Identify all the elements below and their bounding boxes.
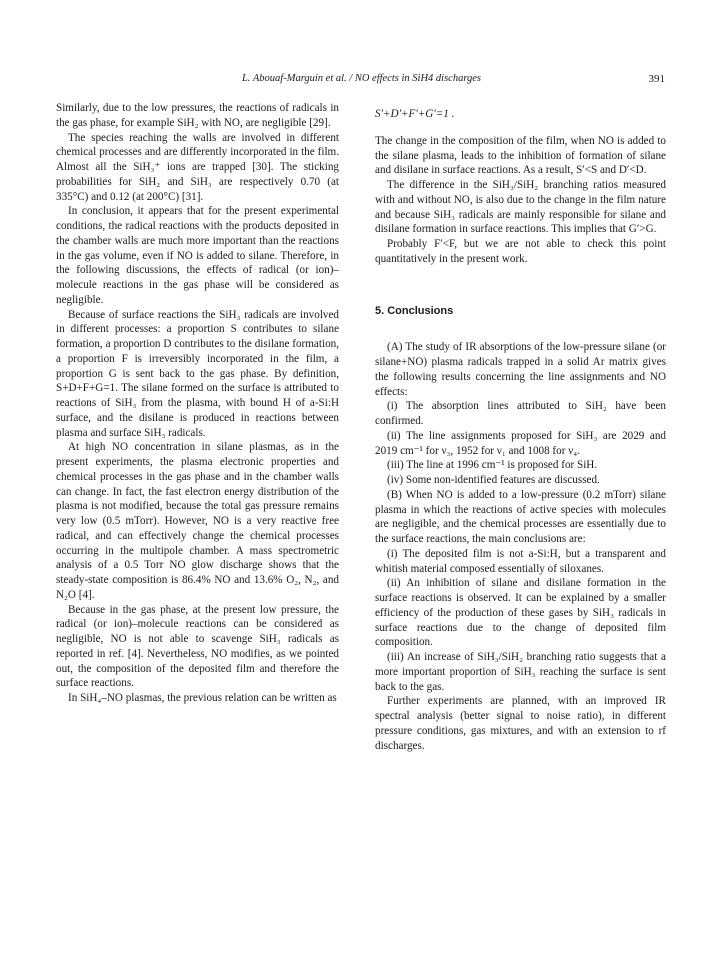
list-item: (iii) An increase of SiH₃/SiH₂ branching ratio suggests that a more important proportion of SiH₃ reaching the surface is sent back to the gas.: [375, 651, 666, 693]
running-title: L. Abouaf-Marguin et al. / NO effects in SiH4 discharges: [241, 73, 482, 84]
paragraph: In SiH₄–NO plasmas, the previous relation can be written as: [68, 692, 337, 704]
right-column: [375, 101, 666, 753]
paragraph: The species reaching the walls are involved in different chemical processes and are differently incorporated in the film. Almost all the SiH₃⁺ ions are trapped [30]. The sticking probabilities for SiH₂ and SiH₃ are respectively 0.70 (at 335°C) and 0.12 (at 200°C) [31].: [56, 131, 339, 203]
list-item: (i) The deposited film is not a-Si:H, but a transparent and whitish material composed essentially of siloxanes.: [375, 547, 666, 575]
page-number: 391: [648, 73, 665, 85]
paragraph: Probably F′<F, but we are not able to check this point quantitatively in the present work.: [375, 238, 666, 265]
paragraph: At high NO concentration in silane plasmas, as in the present experiments, the plasma electronic properties and chemical processes in the gas phase and in the chamber walls can change. In fact, the fast electron energy distribution of the plasma is not modified, because the total gas pressure remains very low (0.5 mTorr). However, NO is a very reactive free radical, and can effectively change the chemical processes occurring in the multipole chamber. A mass spectrometric analysis of a 0.5 Torr NO glow discharge shows that the steady-state composition is 86.4% NO and 13.6% O₂, N₂, and N₂O [4].: [56, 441, 339, 601]
paragraph: Because in the gas phase, at the present low pressure, the radical (or ion)–molecule reactions can be considered as negligible, NO is not able to scavenge SiH₃ radicals as reported in ref. [4]. Nevertheless, NO modifies, as we pointed out, the composition of the deposited film and therefore the surface reactions.: [56, 603, 339, 690]
running-head: [56, 73, 667, 91]
list-item: (iii) The line at 1996 cm⁻¹ is proposed for SiH.: [387, 459, 598, 472]
list-item: (ii) The line assignments proposed for SiH₃ are 2029 and 2019 cm⁻¹ for ν₃, 1952 for ν₁ and 1008 for ν₄.: [375, 429, 666, 457]
paragraph: Because of surface reactions the SiH₃ radicals are involved in different processes: a proportion S contributes to silane formation, a proportion D contributes to the disilane formation, a proportion F is irreversibly incorporated in the film, a proportion G is sent back to the gas phase. By definition, S+D+F+G=1. The silane formed on the surface is attributed to reactions of SiH₃ from the plasma, with bound H of a-Si:H surface, and the disilane is produced in reactions between plasma and surface SiH₃ radicals.: [56, 308, 339, 439]
paragraph: The change in the composition of the film, when NO is added to the silane plasma, leads to the inhibition of formation of silane and disilane in surface reactions. As a result, S′<S and D′<D.: [375, 134, 666, 177]
paragraph: (A) The study of IR absorptions of the low-pressure silane (or silane+NO) plasma radicals trapped in a solid Ar matrix gives the following results concerning the line assignments and NO effects:: [375, 341, 666, 398]
paragraph: (B) When NO is added to a low-pressure (0.2 mTorr) silane plasma in which the reactions of active species with molecules are negligible, and the chemical processes are essentially due to the surface reactions, the main conclusions are:: [375, 488, 666, 545]
section-heading: 5. Conclusions: [375, 304, 454, 317]
paragraph: In conclusion, it appears that for the present experimental conditions, the radical reactions with the products deposited in the chamber walls are much more important than the reactions in the gas volume, even if NO is added to silane. Therefore, in the following discussions, the effects of radical (or ion)–molecule reactions in the gas phase will be considered as negligible.: [56, 205, 339, 306]
left-column: [56, 101, 339, 706]
list-item: (ii) An inhibition of silane and disilane formation in the surface reactions is observed. It can be explained by a smaller efficiency of the production of these gases by SiH₃ radicals in surface reactions due to the change of deposited film composition.: [375, 577, 666, 649]
paragraph: The difference in the SiH₃/SiH₂ branching ratios measured with and without NO, is also due to the change in the film nature and because SiH₃ radicals are mainly responsible for silane and disilane formation in surface reactions. This implies that G′>G.: [375, 179, 666, 236]
list-item: (iv) Some non-identified features are discussed.: [387, 474, 600, 486]
equation: S′+D′+F′+G′=1 .: [375, 108, 455, 120]
list-item: (i) The absorption lines attributed to SiH₂ have been confirmed.: [375, 400, 666, 427]
paragraph: Similarly, due to the low pressures, the reactions of radicals in the gas phase, for example SiH₂ with NO, are negligible [29].: [56, 102, 339, 129]
paragraph: Further experiments are planned, with an improved IR spectral analysis (better signal to noise ratio), in different pressure conditions, gas mixtures, and with an extension to rf discharges.: [375, 695, 666, 752]
